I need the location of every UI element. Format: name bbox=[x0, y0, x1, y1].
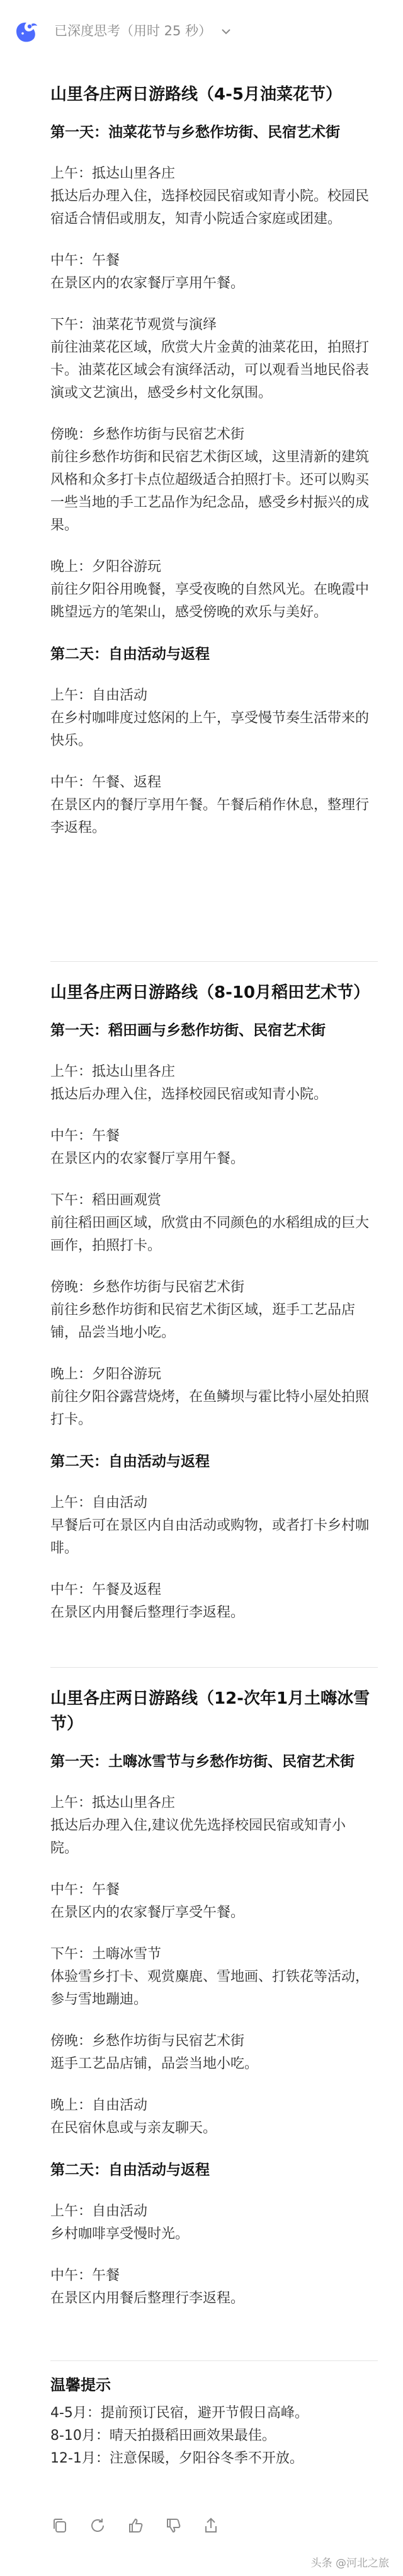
schedule-desc: 在景区内的农家餐厅享受午餐。 bbox=[50, 1905, 245, 1920]
top-bar bbox=[0, 0, 403, 63]
tips-section bbox=[50, 2373, 372, 2470]
schedule-item bbox=[50, 1879, 372, 1924]
schedule-desc: 前往乡愁作坊街和民宿艺术街区域，这里清新的建筑风格和众多打卡点位超级适合拍照打卡。还可以购买一些当地的手工艺品作为纪念品，感受乡村振兴的成果。 bbox=[50, 449, 370, 533]
message-actions bbox=[50, 2515, 277, 2536]
schedule-desc: 抵达后办理入住，选择校园民宿或知青小院。 bbox=[50, 1087, 328, 1102]
section-divider bbox=[50, 2360, 378, 2361]
thumbs-up-icon[interactable] bbox=[126, 2516, 145, 2535]
schedule-item bbox=[50, 1276, 372, 1344]
thumbs-down-icon[interactable] bbox=[164, 2516, 183, 2535]
day-title: 第二天：自由活动与返程 bbox=[50, 646, 210, 662]
plan-title: 山里各庄两日游路线（8-10月稻田艺术节） bbox=[50, 983, 370, 1002]
tip-item: 4-5月：提前预订民宿，避开节假日高峰。 bbox=[50, 2405, 309, 2421]
deepseek-logo-icon bbox=[13, 18, 40, 45]
schedule-time: 下午：土嗨冰雪节 bbox=[50, 1946, 162, 1962]
schedule-desc: 在景区内用餐后整理行李返程。 bbox=[50, 2290, 245, 2306]
plan-title: 山里各庄两日游路线（12-次年1月土嗨冰雪节） bbox=[50, 1689, 370, 1733]
schedule-desc: 在景区内的农家餐厅享用午餐。 bbox=[50, 275, 245, 291]
share-icon[interactable] bbox=[202, 2516, 220, 2535]
schedule-desc: 抵达后办理入住,建议优先选择校园民宿或知青小院。 bbox=[50, 1818, 346, 1856]
schedule-desc: 前往夕阳谷露营烧烤，在鱼鳞坝与霍比特小屋处拍照打卡。 bbox=[50, 1389, 370, 1428]
schedule-desc: 前往夕阳谷用晚餐，享受夜晚的自然风光。在晚霞中眺望远方的笔架山，感受傍晚的欢乐与美好。 bbox=[50, 582, 370, 620]
schedule-desc: 前往稻田画区域，欣赏由不同颜色的水稻组成的巨大画作，拍照打卡。 bbox=[50, 1215, 370, 1254]
schedule-time: 傍晚：乡愁作坊街与民宿艺术街 bbox=[50, 427, 245, 442]
schedule-item bbox=[50, 1061, 372, 1106]
schedule-item bbox=[50, 163, 372, 231]
schedule-item bbox=[50, 314, 372, 405]
day-title: 第一天：油菜花节与乡愁作坊街、民宿艺术街 bbox=[50, 124, 340, 141]
day-title: 第二天：自由活动与返程 bbox=[50, 2162, 210, 2178]
schedule-item bbox=[50, 556, 372, 624]
schedule-item bbox=[50, 2200, 372, 2246]
schedule-desc: 前往油菜花区域，欣赏大片金黄的油菜花田，拍照打卡。油菜花区域会有演绎活动，可以观看当地民俗表演或文艺演出，感受乡村文化氛围。 bbox=[50, 340, 370, 401]
refresh-icon[interactable] bbox=[88, 2516, 107, 2535]
schedule-time: 下午：油菜花节观赏与演绎 bbox=[50, 317, 217, 333]
route-plan-spring bbox=[50, 82, 372, 858]
schedule-desc: 抵达后办理入住，选择校园民宿或知青小院。校园民宿适合情侣或朋友，知青小院适合家庭或团建。 bbox=[50, 188, 370, 227]
schedule-item bbox=[50, 2265, 372, 2310]
schedule-time: 中午：午餐 bbox=[50, 1128, 120, 1144]
schedule-time: 上午：自由活动 bbox=[50, 1495, 148, 1511]
schedule-desc: 体验雪乡打卡、观赏麋鹿、雪地画、打铁花等活动，参与雪地蹦迪。 bbox=[50, 1969, 370, 2007]
schedule-item bbox=[50, 250, 372, 295]
thinking-status-toggle[interactable] bbox=[54, 21, 231, 40]
schedule-time: 上午：抵达山里各庄 bbox=[50, 1795, 176, 1811]
schedule-time: 上午：抵达山里各庄 bbox=[50, 166, 176, 182]
section-divider bbox=[50, 961, 378, 962]
schedule-item bbox=[50, 771, 372, 840]
schedule-desc: 在景区内的农家餐厅享用午餐。 bbox=[50, 1151, 245, 1167]
schedule-item bbox=[50, 684, 372, 753]
schedule-time: 下午：稻田画观赏 bbox=[50, 1193, 162, 1208]
schedule-time: 晚上：自由活动 bbox=[50, 2098, 148, 2113]
schedule-time: 中午：午餐 bbox=[50, 1882, 120, 1898]
section-divider bbox=[50, 1667, 378, 1668]
schedule-time: 上午：自由活动 bbox=[50, 688, 148, 703]
thinking-status-label: 已深度思考（用时 25 秒） bbox=[54, 23, 212, 38]
schedule-item bbox=[50, 1125, 372, 1170]
schedule-time: 上午：自由活动 bbox=[50, 2203, 148, 2219]
schedule-item bbox=[50, 1792, 372, 1860]
schedule-time: 中午：午餐及返程 bbox=[50, 1582, 162, 1598]
copy-icon[interactable] bbox=[50, 2516, 69, 2535]
schedule-item bbox=[50, 1189, 372, 1257]
schedule-time: 中午：午餐 bbox=[50, 2268, 120, 2284]
schedule-desc: 在民宿休息或与亲友聊天。 bbox=[50, 2120, 217, 2136]
schedule-time: 傍晚：乡愁作坊街与民宿艺术街 bbox=[50, 2033, 245, 2049]
day-title: 第一天：稻田画与乡愁作坊街、民宿艺术街 bbox=[50, 1022, 326, 1039]
schedule-desc: 在景区内的餐厅享用午餐。午餐后稍作休息，整理行李返程。 bbox=[50, 797, 370, 836]
day-title: 第一天：土嗨冰雪节与乡愁作坊街、民宿艺术街 bbox=[50, 1753, 355, 1770]
schedule-desc: 早餐后可在景区内自由活动或购物，或者打卡乡村咖啡。 bbox=[50, 1518, 370, 1556]
schedule-desc: 乡村咖啡享受慢时光。 bbox=[50, 2226, 190, 2242]
schedule-desc: 逛手工艺品店铺，品尝当地小吃。 bbox=[50, 2056, 259, 2072]
schedule-item bbox=[50, 1492, 372, 1560]
schedule-item bbox=[50, 424, 372, 537]
schedule-desc: 在乡村咖啡度过悠闲的上午，享受慢节奏生活带来的快乐。 bbox=[50, 710, 370, 749]
schedule-item bbox=[50, 2094, 372, 2140]
tips-title: 温馨提示 bbox=[50, 2376, 111, 2394]
schedule-time: 晚上：夕阳谷游玩 bbox=[50, 559, 162, 575]
schedule-item bbox=[50, 2030, 372, 2076]
schedule-time: 傍晚：乡愁作坊街与民宿艺术街 bbox=[50, 1279, 245, 1295]
chevron-down-icon bbox=[221, 21, 231, 40]
tip-item: 12-1月：注意保暖，夕阳谷冬季不开放。 bbox=[50, 2451, 304, 2466]
schedule-item bbox=[50, 1943, 372, 2011]
route-plan-winter bbox=[50, 1686, 372, 2329]
schedule-item bbox=[50, 1579, 372, 1624]
schedule-time: 中午：午餐 bbox=[50, 253, 120, 269]
route-plan-autumn bbox=[50, 980, 372, 1643]
tip-item: 8-10月：晴天拍摄稻田画效果最佳。 bbox=[50, 2428, 276, 2444]
day-title: 第二天：自由活动与返程 bbox=[50, 1453, 210, 1470]
schedule-desc: 在景区内用餐后整理行李返程。 bbox=[50, 1605, 245, 1620]
watermark-text: 头条 @河北之旅 bbox=[310, 2557, 389, 2570]
schedule-time: 上午：抵达山里各庄 bbox=[50, 1064, 176, 1080]
schedule-time: 中午：午餐、返程 bbox=[50, 775, 162, 790]
schedule-item bbox=[50, 1363, 372, 1431]
plan-title: 山里各庄两日游路线（4-5月油菜花节） bbox=[50, 85, 342, 104]
schedule-desc: 前往乡愁作坊街和民宿艺术街区域，逛手工艺品店铺，品尝当地小吃。 bbox=[50, 1302, 356, 1341]
schedule-time: 晚上：夕阳谷游玩 bbox=[50, 1366, 162, 1382]
